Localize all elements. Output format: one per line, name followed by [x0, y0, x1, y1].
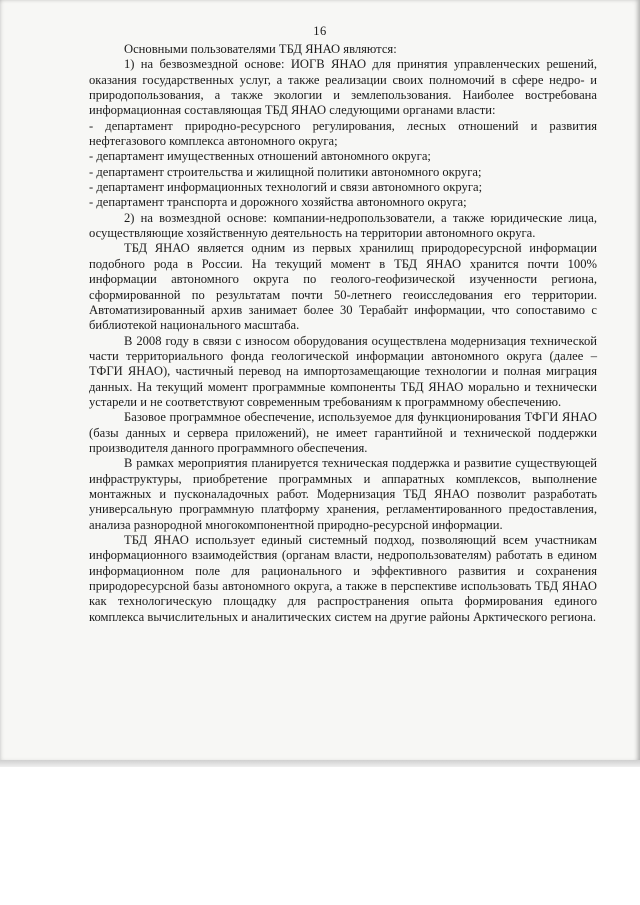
paragraph-paid-basis: 2) на возмездной основе: компании-недропользователи, а также юридические лица, осуществляющие хозяйственную деятельность на территории автономного округа.: [89, 210, 597, 241]
paragraph-free-basis: 1) на безвозмездной основе: ИОГВ ЯНАО для принятия управленческих решений, оказания государственных услуг, а также реализации своих полномочий в сфере недро- и природопользования, а также экологии и землепользования. Наиболее востребована информационная составляющая ТБД ЯНАО следующими органами власти:: [89, 57, 597, 118]
paragraph-planned-support: В рамках мероприятия планируется техническая поддержка и развитие существующей инфраструктуры, приобретение программных и аппаратных комплексов, выполнение монтажных и пусконаладочных работ. Модернизация ТБД ЯНАО позволит разработать универсальную программную платформу хранения, регламентированного предоставления, анализа разнородной многокомпонентной природно-ресурсной информации.: [89, 456, 597, 532]
paragraph-base-software: Базовое программное обеспечение, используемое для функционирования ТФГИ ЯНАО (базы данных и сервера приложений), не имеет гарантийной и технической поддержки производителя данного программного обеспечения.: [89, 410, 597, 455]
page-number: 16: [313, 24, 327, 38]
list-item: - департамент информационных технологий и связи автономного округа;: [89, 180, 483, 195]
paragraph-storage: ТБД ЯНАО является одним из первых хранилищ природоресурсной информации подобного рода в России. На текущий момент в ТБД ЯНАО хранится почти 100% информации автономного округа по геолого-геофизической изученности региона, сформированной по результатам почти 50-летнего геоисследования его территории. Автоматизированный архив занимает более 30 Терабайт информации, что сопоставимо с библиотекой национального масштаба.: [89, 241, 597, 333]
list-item: - департамент строительства и жилищной политики автономного округа;: [89, 164, 482, 179]
list-item: - департамент транспорта и дорожного хозяйства автономного округа;: [89, 195, 467, 210]
paragraph-unified-approach: ТБД ЯНАО использует единый системный подход, позволяющий всем участникам информационного взаимодействия (органам власти, недропользователям) работать в едином информационном поле для рационального и эффективного развития и сохранения природоресурсной базы автономного округа, а также в перспективе использовать ТБД ЯНАО как технологическую площадку для распространения опыта формирования единого комплекса вычислительных и аналитических систем на другие районы Арктического региона.: [89, 533, 597, 624]
list-item: - департамент имущественных отношений автономного округа;: [89, 149, 431, 164]
paragraph-modernization-2008: В 2008 году в связи с износом оборудования осуществлена модернизация технической части территориального фонда геологической информации автономного округа (далее – ТФГИ ЯНАО), частичный перевод на импортозамещающие технологии и полная миграция данных. На текущий момент программные компоненты ТБД ЯНАО морально и технически устарели и не соответствуют современным требованиям к программному обеспечению.: [89, 333, 597, 409]
paragraph-users-intro: Основными пользователями ТБД ЯНАО являются:: [124, 42, 397, 56]
list-item: - департамент природно-ресурсного регулирования, лесных отношений и развития нефтегазового комплекса автономного округа;: [89, 118, 597, 149]
page-bottom-edge: [0, 760, 640, 767]
document-body: [89, 42, 597, 625]
